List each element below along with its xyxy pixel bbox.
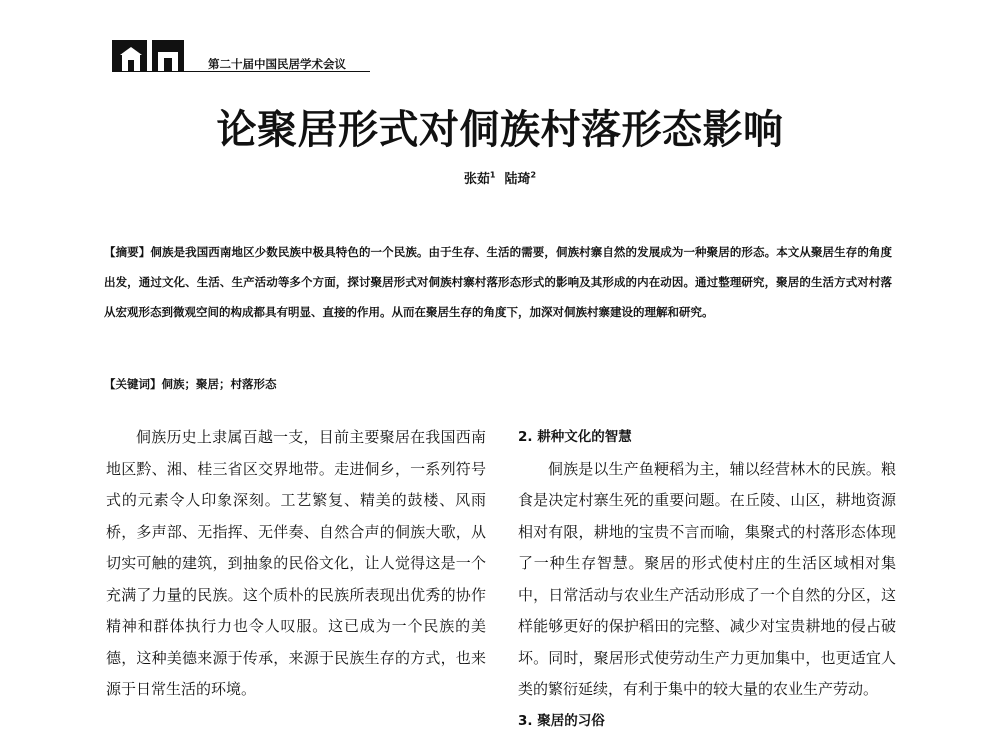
body-paragraph: 侗族历史上隶属百越一支，目前主要聚居在我国西南地区黔、湘、桂三省区交界地带。走进侗乡，一系列符号式的元素令人印象深刻。工艺繁复、精美的鼓楼、风雨桥，多声部、无指挥、无伴奏、自然合声的侗族大歌，从切实可触的建筑，到抽象的民俗文化，让人觉得这是一个充满了力量的民族。这个质朴的民族所表现出优秀的协作精神和群体执行力也令人叹服。这已成为一个民族的美德，这种美德来源于传承，来源于民族生存的方式，也来源于日常生活的环境。 (106, 428, 486, 698)
author-line (0, 168, 1000, 187)
author-name: 陆琦 (504, 172, 531, 187)
header-rule (112, 71, 370, 72)
keywords-text: 侗族；聚居；村落形态 (161, 377, 277, 391)
author-affiliation: 1 (489, 170, 496, 180)
abstract (104, 237, 892, 327)
paper-title: 论聚居形式对侗族村落形态影响 (216, 107, 784, 153)
abstract-text: 侗族是我国西南地区少数民族中极具特色的一个民族。由于生存、生活的需要，侗族村寨自然的发展成为一种聚居的形态。本文从聚居生存的角度出发，通过文化、生活、生产活动等多个方面，探讨聚居形式对侗族村寨村落形态形式的影响及其形成的内在动因。通过整理研究，聚居的生活方式对村落从宏观形态到微观空间的构成都具有明显、直接的作用。从而在聚居生存的角度下，加深对侗族村寨建设的理解和研究。 (104, 245, 892, 319)
section-heading: 2. 耕种文化的智慧 (518, 429, 632, 445)
body-column-left (106, 422, 486, 706)
conference-name: 第二十届中国民居学术会议 (208, 57, 346, 71)
running-header (112, 40, 370, 72)
keywords (104, 376, 277, 392)
abstract-label: 【摘要】 (104, 245, 151, 259)
body-paragraph: 侗族是以生产鱼粳稻为主，辅以经营林木的民族。粮食是决定村寨生死的重要问题。在丘陵、山区，耕地资源相对有限，耕地的宝贵不言而喻，集聚式的村落形态体现了一种生存智慧。聚居的形式使村庄的生活区域相对集中，日常活动与农业生产活动形成了一个自然的分区，这样能够更好的保护稻田的完整、减少对宝贵耕地的侵占破坏。同时，聚居形式使劳动生产力更加集中，也更适宜人类的繁衍延续，有利于集中的较大量的农业生产劳动。 (518, 459, 896, 698)
body-column-right (518, 422, 896, 737)
author-name: 张茹 (463, 172, 490, 187)
author-affiliation: 2 (530, 170, 537, 180)
section-heading: 3. 聚居的习俗 (518, 712, 605, 729)
building-logo-icon (112, 40, 184, 72)
keywords-label: 【关键词】 (104, 377, 162, 391)
